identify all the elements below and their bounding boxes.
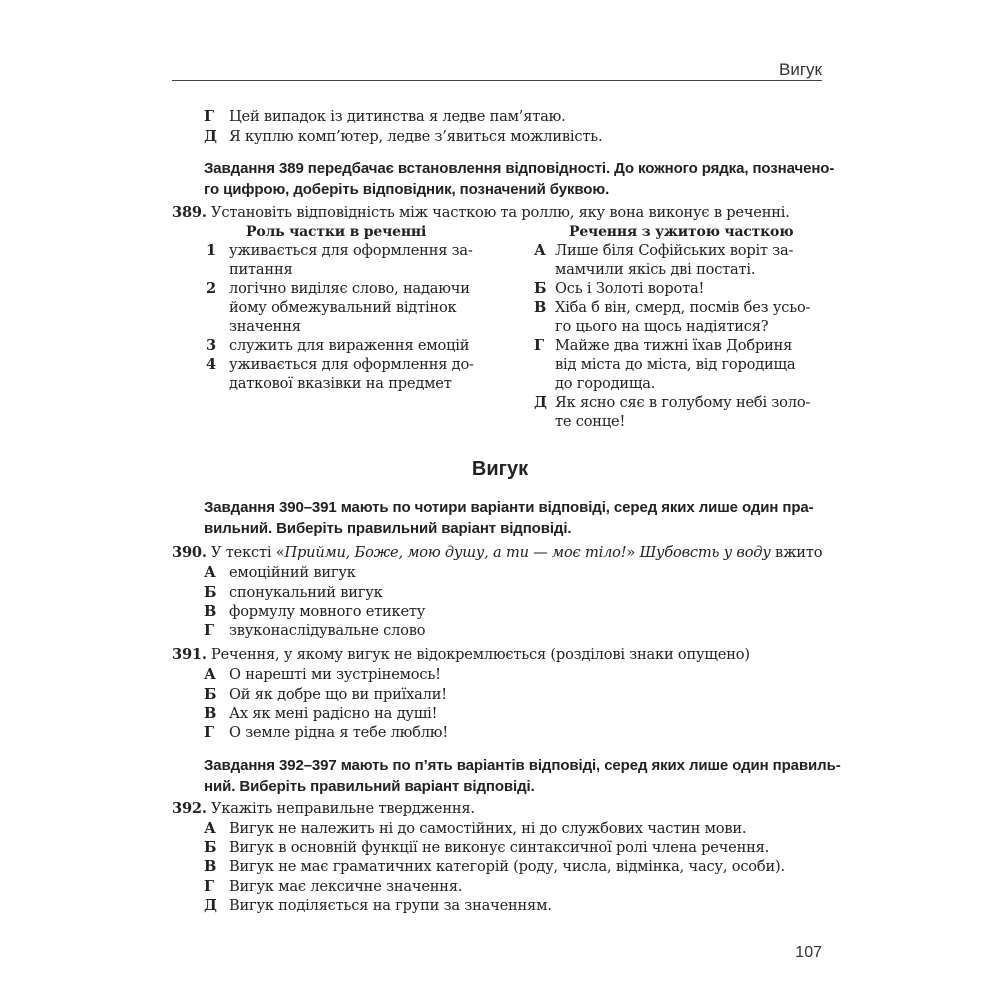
match-left-line: питання — [229, 261, 293, 278]
match-number: 3 — [206, 337, 216, 354]
task-text: Речення, у якому вигук не відокремлюється (розділові знаки опущено) — [211, 646, 750, 663]
option-text: О земле рідна я тебе люблю! — [229, 724, 448, 741]
option-letter: А — [204, 666, 216, 683]
match-right-line: до городища. — [555, 375, 656, 392]
match-number: 2 — [206, 280, 216, 297]
match-number: 1 — [206, 242, 216, 259]
option-text: Цей випадок із дитинства я ледве пам’ятаю. — [229, 108, 566, 125]
match-left-line: логічно виділяє слово, надаючи — [229, 280, 470, 297]
option-text: Вигук має лексичне значення. — [229, 878, 463, 895]
match-left-line: уживається для оформлення до- — [229, 356, 474, 373]
instruction-line: Завдання 389 передбачає встановлення відповідності. До кожного рядка, позначено- — [204, 160, 835, 177]
task-text: Укажіть неправильне твердження. — [211, 800, 475, 817]
instruction-line: Завдання 392–397 мають по п’ять варіантів відповіді, серед яких лише один правиль- — [204, 757, 841, 774]
option-text: Ах як мені радісно на душі! — [229, 705, 438, 722]
instruction-390-391 — [204, 497, 824, 539]
option-letter: Г — [204, 878, 214, 895]
running-header-title: Вигук — [779, 60, 822, 79]
task-text-part: У тексті « — [211, 544, 285, 561]
match-letter: Д — [534, 394, 547, 411]
match-right-line: Як ясно сяє в голубому небі золо- — [555, 394, 811, 411]
left-column-header: Роль частки в реченні — [246, 224, 427, 240]
option-text: спонукальний вигук — [229, 584, 383, 601]
match-right-line: те сонце! — [555, 413, 626, 430]
instruction-389 — [204, 158, 835, 200]
match-right-line: го цього на щось надіятися? — [555, 318, 769, 335]
match-right-line: Лише біля Софійських воріт за- — [555, 242, 794, 259]
task-number: 389. — [172, 204, 207, 221]
option-letter: Г — [204, 724, 214, 741]
instruction-line: вильний. Виберіть правильний варіант відповіді. — [204, 520, 572, 537]
option-text: Вигук не належить ні до самостійних, ні до службових частин мови. — [229, 820, 747, 837]
option-letter: Д — [204, 128, 217, 145]
option-letter: В — [204, 858, 217, 875]
match-letter: Б — [534, 280, 547, 297]
match-left-line: служить для вираження емоцій — [229, 337, 470, 354]
match-letter: В — [534, 299, 547, 316]
option-text: Вигук не має граматичних категорій (роду, числа, відмінка, часу, особи). — [229, 858, 785, 875]
match-right-line: від міста до міста, від городища — [555, 356, 796, 373]
task-highlighted-word: Шубовсть у воду — [639, 544, 771, 561]
option-letter: Г — [204, 622, 214, 639]
instruction-line: ний. Виберіть правильний варіант відповіді. — [204, 778, 535, 795]
task-text: Установіть відповідність між часткою та роллю, яку вона виконує в реченні. — [211, 204, 790, 221]
option-text: формулу мовного етикету — [229, 603, 426, 620]
option-text: О нарешті ми зустрінемось! — [229, 666, 441, 683]
instruction-line: Завдання 390–391 мають по чотири варіанти відповіді, серед яких лише один пра- — [204, 499, 814, 516]
match-left-line: даткової вказівки на предмет — [229, 375, 452, 392]
option-letter: В — [204, 705, 217, 722]
option-letter: Б — [204, 686, 217, 703]
task-text — [211, 544, 822, 561]
task-number: 392. — [172, 800, 207, 817]
option-letter: Г — [204, 108, 214, 125]
section-title: Вигук — [471, 458, 529, 480]
page-number: 107 — [795, 944, 822, 961]
option-text: звуконаслідувальне слово — [229, 622, 426, 639]
match-left-line: уживається для оформлення за- — [229, 242, 473, 259]
task-number: 391. — [172, 646, 207, 663]
match-letter: Г — [534, 337, 544, 354]
match-letter: А — [534, 242, 546, 259]
task-number: 390. — [172, 544, 207, 561]
task-quote: Прийми, Боже, мою душу, а ти — моє тіло! — [284, 544, 627, 561]
match-right-line: Хіба б він, смерд, посмів без усьо- — [555, 299, 811, 316]
match-left-line: значення — [229, 318, 301, 335]
match-right-line: мамчили якісь дві постаті. — [555, 261, 756, 278]
option-letter: Б — [204, 584, 217, 601]
option-text: Я куплю комп’ютер, ледве з’явиться можливість. — [229, 128, 603, 145]
instruction-392-397 — [204, 755, 841, 797]
option-text: Ой як добре що ви приїхали! — [229, 686, 447, 703]
header-rule — [172, 80, 822, 81]
match-right-line: Ось і Золоті ворота! — [555, 280, 705, 297]
match-number: 4 — [206, 356, 216, 373]
right-column-header: Речення з ужитою часткою — [569, 224, 794, 240]
option-letter: Б — [204, 839, 217, 856]
match-right-line: Майже два тижні їхав Добриня — [555, 337, 793, 354]
option-letter: А — [204, 820, 216, 837]
match-left-line: йому обмежувальний відтінок — [229, 299, 457, 316]
option-letter: В — [204, 603, 217, 620]
instruction-line: го цифрою, доберіть відповідник, позначений буквою. — [204, 181, 610, 198]
option-text: Вигук поділяється на групи за значенням. — [229, 897, 552, 914]
option-text: емоційний вигук — [229, 564, 356, 581]
option-letter: Д — [204, 897, 217, 914]
option-letter: А — [204, 564, 216, 581]
task-text-part: вжито — [770, 544, 823, 561]
task-text-part: » — [626, 544, 640, 561]
option-text: Вигук в основній функції не виконує синтаксичної ролі члена речення. — [229, 839, 770, 856]
